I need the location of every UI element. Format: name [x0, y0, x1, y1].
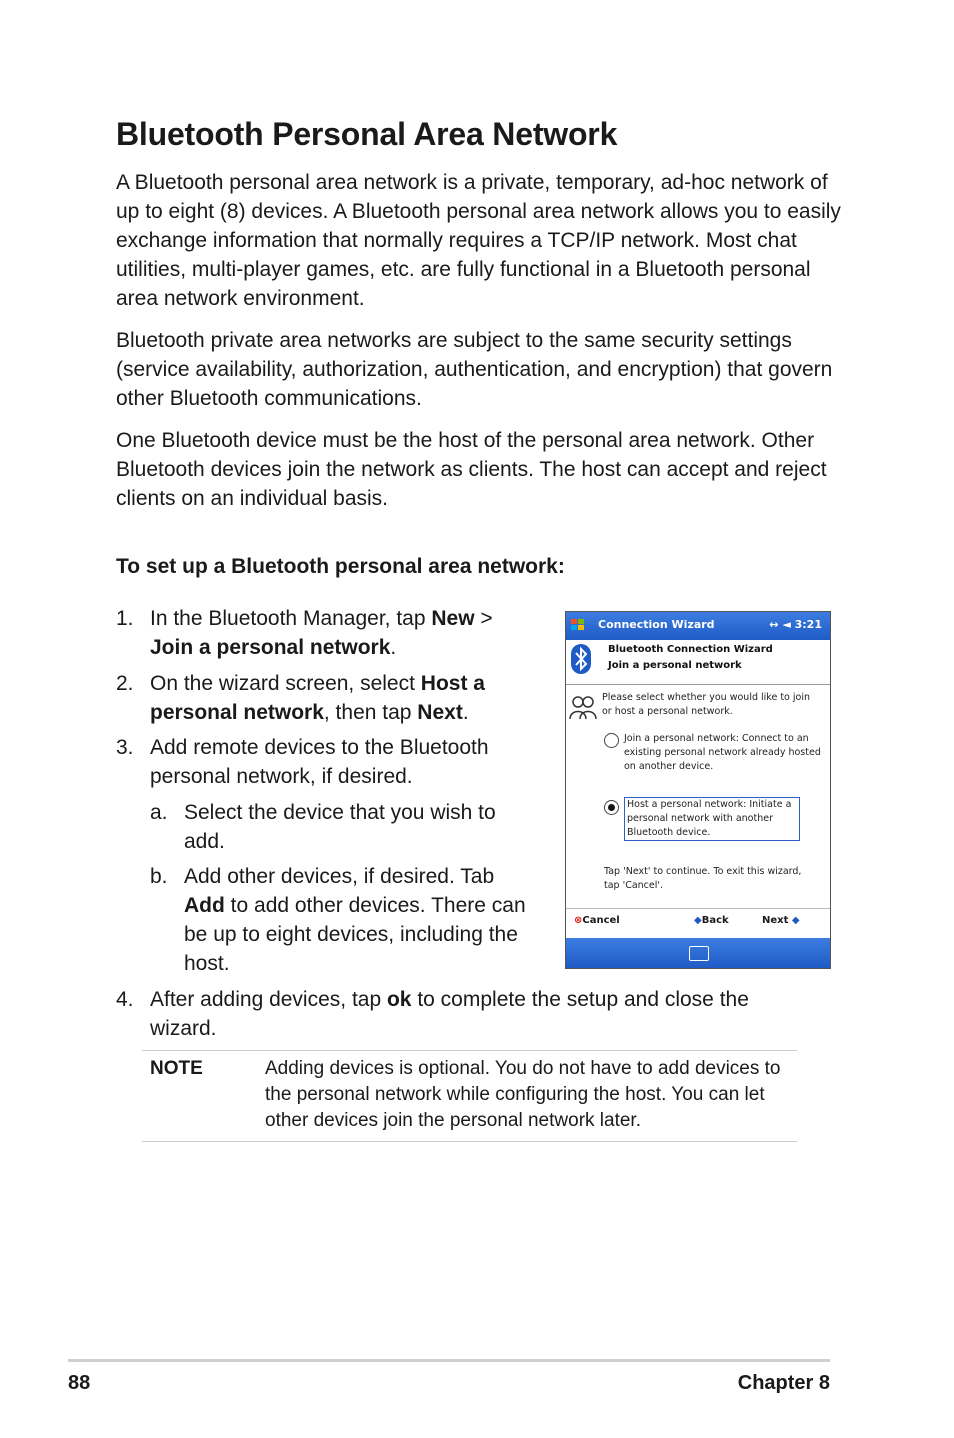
step-text-part: After adding devices, tap: [150, 988, 387, 1011]
step-bold: New: [431, 607, 475, 630]
step-line: Select the device that you wish to: [184, 801, 496, 824]
intro-paragraph: A Bluetooth personal area network is a private, temporary, ad-hoc network of up to eight (8) devices. A Bluetooth personal area network allows you to easily exchange information that normally requires a TCP/IP network. Most chat utilities, multi-player games, etc. are fully functional in a Bluetooth personal area network environment.: [116, 171, 841, 310]
pda-input-panel-bar: [566, 938, 830, 968]
next-label: Next: [762, 915, 789, 926]
wizard-title: Bluetooth Connection Wizard: [608, 644, 773, 655]
step-line: wizard.: [150, 1017, 217, 1040]
host-paragraph: One Bluetooth device must be the host of the personal area network. Other Bluetooth devices join the network as clients. The host can accept and reject clients on an individual basis.: [116, 429, 827, 510]
cancel-button[interactable]: [574, 915, 620, 926]
step-text: [184, 798, 544, 856]
step-line: Add remote devices to the Bluetooth: [150, 736, 489, 759]
step-line: host.: [184, 952, 230, 975]
step-text: [150, 604, 540, 662]
step-text-part: to add other devices. There can: [224, 894, 526, 917]
step-line: personal network, if desired.: [150, 765, 413, 788]
pda-app-title: Connection Wizard: [598, 618, 715, 631]
page-number: 88: [68, 1372, 91, 1394]
step-text-part: .: [390, 636, 397, 659]
windows-start-icon[interactable]: [570, 617, 586, 633]
step-bold: Host a: [420, 672, 485, 695]
wizard-hint: Tap 'Next' to continue. To exit this wizard, tap 'Cancel'.: [604, 866, 802, 891]
pda-wizard-header: [566, 640, 830, 685]
wizard-question: Please select whether you would like to join or host a personal network.: [602, 692, 810, 717]
step-text-part: to complete the setup and close the: [411, 988, 749, 1011]
next-button[interactable]: [762, 915, 800, 926]
back-label: Back: [701, 915, 729, 926]
cancel-icon: ⊗: [574, 915, 583, 926]
step-line: be up to eight devices, including the: [184, 923, 518, 946]
step-number: a.: [150, 801, 168, 824]
step-bold: Add: [184, 894, 225, 917]
note-top-rule: [142, 1050, 797, 1051]
host-network-radio[interactable]: [604, 800, 619, 815]
step-number: 3.: [116, 736, 134, 759]
bluetooth-icon: [571, 644, 591, 674]
next-arrow-icon: ◆: [791, 915, 800, 926]
page-title: Bluetooth Personal Area Network: [116, 116, 618, 152]
step-number: 4.: [116, 988, 134, 1011]
back-arrow-icon: ◆: [694, 915, 702, 926]
join-network-option-label[interactable]: Join a personal network: Connect to an existing personal network already hosted on another device.: [624, 733, 821, 772]
pda-status-indicators[interactable]: ↔ ◄ 3:21: [769, 618, 822, 631]
pda-wizard-body: [566, 685, 830, 905]
step-line: Add other devices, if desired. Tab: [184, 865, 495, 888]
step-bold: Join a personal network: [150, 636, 391, 659]
pda-title-bar: [566, 612, 830, 640]
step-text-part: .: [462, 701, 469, 724]
substep-b: [150, 862, 545, 978]
step-4: [116, 985, 816, 1043]
step-text-part: >: [474, 607, 493, 630]
step-text-part: In the Bluetooth Manager, tap: [150, 607, 432, 630]
back-button[interactable]: [694, 915, 729, 926]
step-text: [150, 985, 810, 1043]
security-paragraph: Bluetooth private area networks are subject to the same security settings (service availability, authorization, authentication, and encryption) that govern other Bluetooth communications.: [116, 329, 833, 410]
step-bold: personal network: [150, 701, 324, 724]
step-3: [116, 733, 536, 791]
cancel-label: Cancel: [582, 915, 620, 926]
step-bold: Next: [417, 701, 463, 724]
step-text-part: , then tap: [323, 701, 418, 724]
step-number: b.: [150, 865, 168, 888]
keyboard-icon[interactable]: [689, 946, 709, 961]
step-number: 1.: [116, 607, 134, 630]
chapter-label: Chapter 8: [737, 1372, 830, 1394]
step-number: 2.: [116, 672, 134, 695]
network-users-icon: [568, 693, 598, 723]
step-2: [116, 669, 536, 727]
step-bold: ok: [386, 988, 412, 1011]
footer-rule: [68, 1359, 830, 1362]
pda-command-bar: [566, 908, 830, 935]
step-text-part: On the wizard screen, select: [150, 672, 421, 695]
note-text: Adding devices is optional. You do not have to add devices to the personal network while configuring the host. You can let other devices join the personal network later.: [265, 1058, 781, 1131]
step-1: [116, 604, 536, 662]
host-network-option-label[interactable]: Host a personal network: Initiate a personal network with another Bluetooth device.: [624, 797, 800, 841]
join-network-radio[interactable]: [604, 733, 619, 748]
wizard-subtitle: Join a personal network: [608, 660, 742, 671]
step-text: [150, 733, 540, 791]
note-label: NOTE: [150, 1058, 203, 1079]
substep-a: [150, 798, 540, 856]
step-text: [184, 862, 546, 978]
step-text: [150, 669, 540, 727]
pda-screenshot: [565, 611, 831, 969]
step-line: add.: [184, 830, 225, 853]
procedure-heading: To set up a Bluetooth personal area network:: [116, 555, 565, 578]
note-bottom-rule: [142, 1141, 797, 1142]
